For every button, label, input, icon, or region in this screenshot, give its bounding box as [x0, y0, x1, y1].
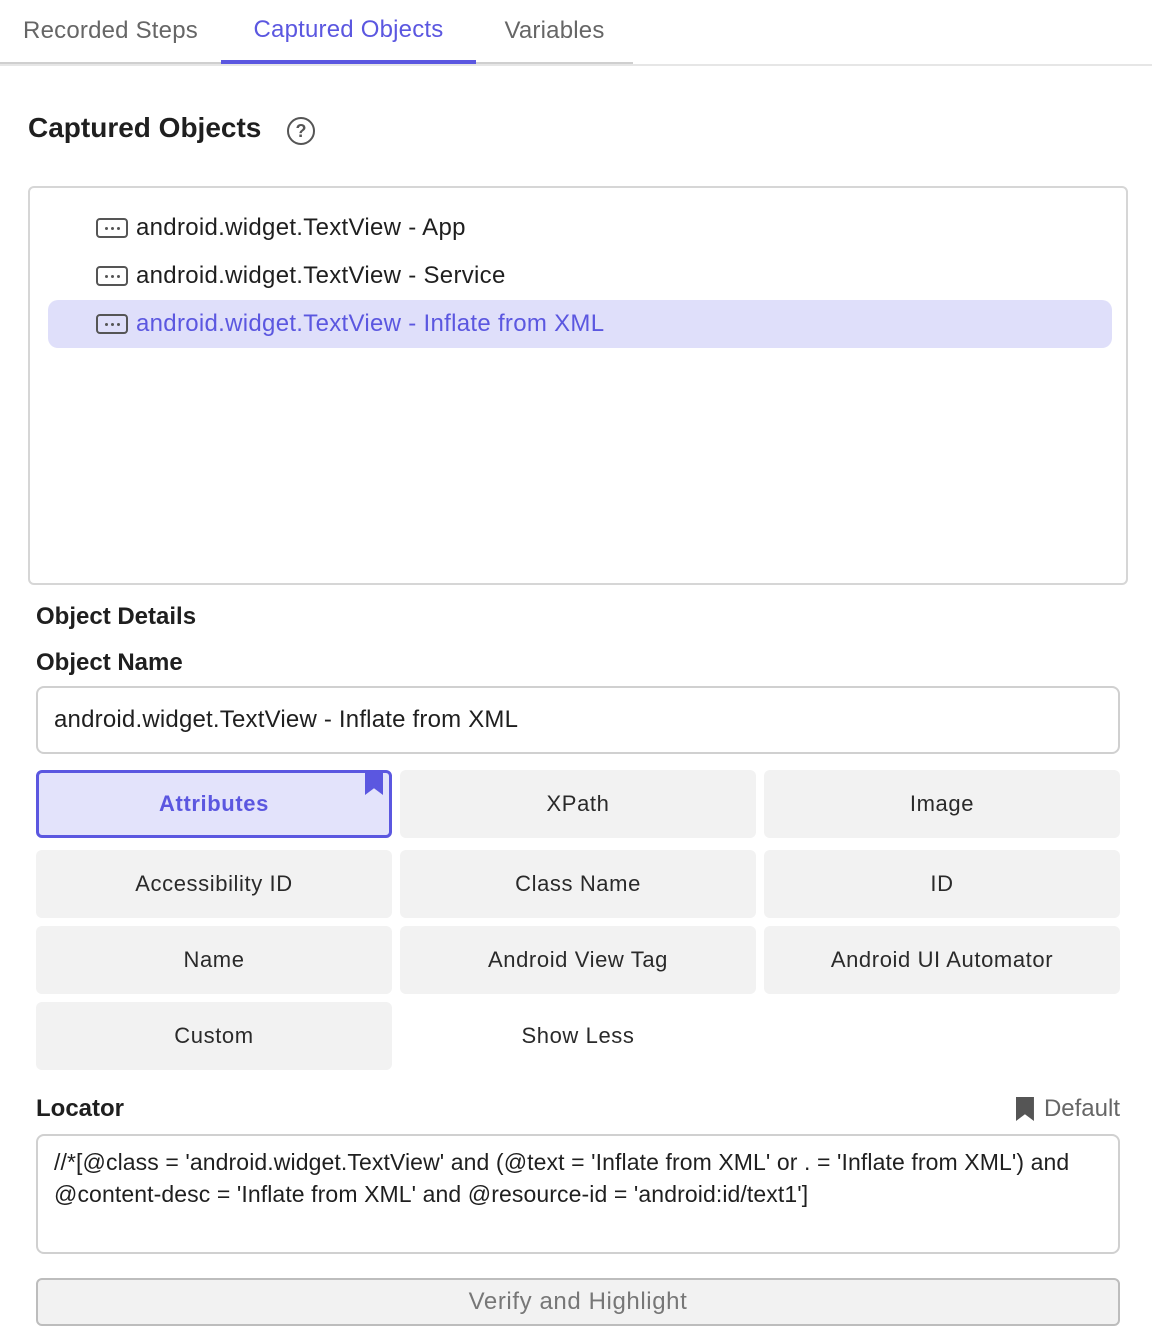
strategy-class-name-button[interactable]: Class Name: [400, 850, 756, 918]
strategy-image-button[interactable]: Image: [764, 770, 1120, 838]
tab-bar: [0, 0, 1152, 66]
object-details-heading: Object Details: [36, 603, 197, 630]
bookmark-icon: [1016, 1097, 1034, 1121]
list-item-label: android.widget.TextView - Service: [136, 262, 506, 289]
default-label: Default: [1043, 1095, 1120, 1122]
list-item-label: android.widget.TextView - Inflate from XML: [136, 310, 605, 337]
textview-icon: [96, 314, 128, 334]
strategy-android-view-tag-button[interactable]: Android View Tag: [400, 926, 756, 994]
default-indicator: [1016, 1095, 1120, 1123]
show-less-button[interactable]: Show Less: [521, 1023, 635, 1048]
textview-icon: [96, 266, 128, 286]
question-circle-icon[interactable]: ?: [287, 117, 315, 145]
page-title: Captured Objects: [28, 112, 262, 143]
strategy-accessibility-id-button[interactable]: Accessibility ID: [36, 850, 392, 918]
list-item[interactable]: [48, 252, 1112, 300]
bookmark-icon: [365, 771, 383, 795]
strategy-id-button[interactable]: ID: [764, 850, 1120, 918]
verify-and-highlight-button[interactable]: Verify and Highlight: [36, 1278, 1120, 1326]
strategy-name-button[interactable]: Name: [36, 926, 392, 994]
list-item[interactable]: [48, 204, 1112, 252]
strategy-custom-button[interactable]: Custom: [36, 1002, 392, 1070]
locator-label: Locator: [36, 1095, 125, 1122]
object-name-label: Object Name: [36, 649, 183, 676]
strategy-xpath-button[interactable]: XPath: [400, 770, 756, 838]
strategy-attributes-label: Attributes: [159, 791, 269, 816]
tab-variables[interactable]: Variables: [476, 0, 633, 64]
object-name-input[interactable]: [36, 686, 1120, 754]
textview-icon: [96, 218, 128, 238]
list-item-label: android.widget.TextView - App: [136, 214, 466, 241]
tab-recorded-steps[interactable]: Recorded Steps: [0, 0, 221, 64]
tab-captured-objects[interactable]: Captured Objects: [221, 0, 476, 64]
locator-textarea[interactable]: //*[@class = 'android.widget.TextView' and (@text = 'Inflate from XML' or . = 'Inflate from XML') and @content-desc = 'Inflate from XML' and @resource-id = 'android:id/text1']: [36, 1134, 1120, 1254]
strategy-attributes-button[interactable]: [36, 770, 392, 838]
captured-objects-list: [28, 186, 1128, 585]
list-item-selected[interactable]: [48, 300, 1112, 348]
strategy-android-ui-automator-button[interactable]: Android UI Automator: [764, 926, 1120, 994]
